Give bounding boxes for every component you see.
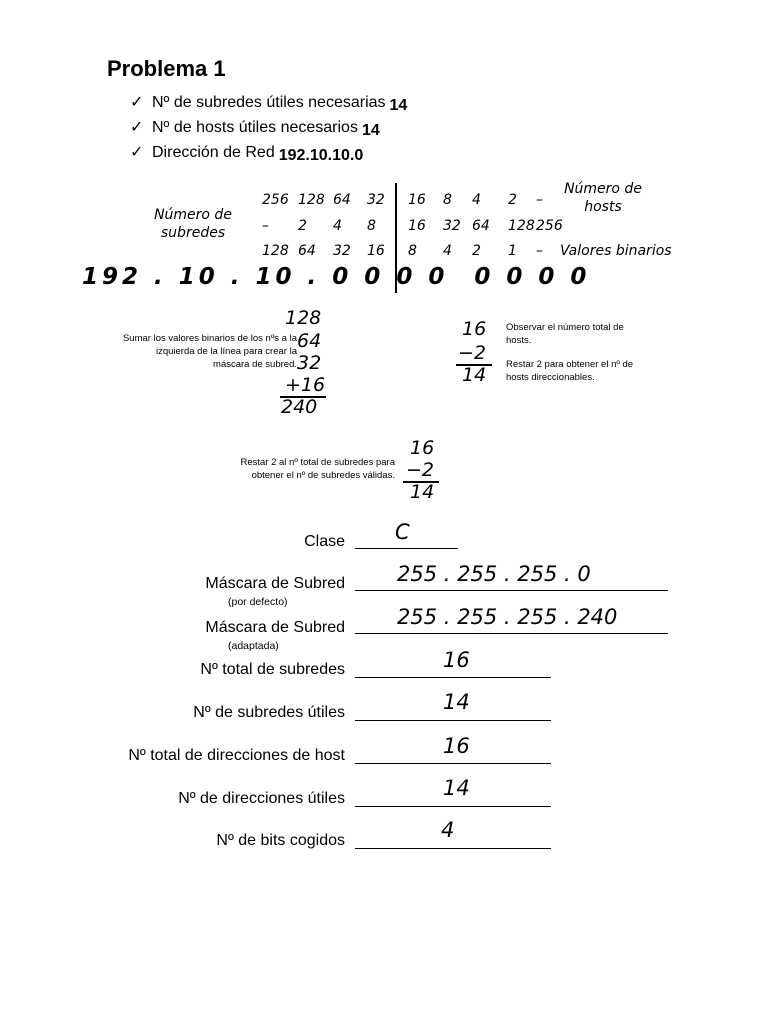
table-cell: 32 — [443, 218, 461, 234]
checklist-label: Dirección de Red — [152, 144, 275, 161]
table-cell: 2 — [298, 218, 307, 234]
table-cell: 16 — [408, 218, 426, 234]
table-cell: 4 — [472, 192, 481, 208]
field-value-adapted-mask: 255 . 255 . 255 . 240 — [397, 605, 618, 629]
table-cell: 64 — [298, 243, 316, 259]
field-label-adapted-mask: Máscara de Subred — [205, 619, 345, 636]
table-cell: – — [536, 243, 543, 259]
table-cell: 32 — [367, 192, 385, 208]
mask-calc-value: 32 — [297, 352, 322, 374]
field-value-useful-hosts: 14 — [443, 776, 470, 800]
field-line — [355, 720, 551, 721]
field-line — [355, 677, 551, 678]
label-subnets: Número de subredes — [154, 207, 232, 241]
table-cell: 128 — [262, 243, 289, 259]
table-cell: 2 — [508, 192, 517, 208]
table-cell: 8 — [443, 192, 452, 208]
field-label-useful-hosts: Nº de direcciones útiles — [178, 790, 345, 807]
mask-calc-value: 64 — [297, 330, 322, 352]
mask-calc-total: 240 — [281, 396, 318, 418]
field-value-useful-subnets: 14 — [443, 690, 470, 714]
subnets-calc-note: Restar 2 al nº total de subredes para obtener el nº de subredes válidas. — [240, 457, 395, 481]
table-cell: 128 — [508, 218, 535, 234]
field-line — [355, 590, 668, 591]
table-cell: 8 — [367, 218, 376, 234]
hosts-calc-result: 14 — [462, 364, 487, 386]
table-cell: 4 — [443, 243, 452, 259]
table-cell: 256 — [262, 192, 289, 208]
check-icon: ✓ — [130, 144, 144, 161]
table-cell: – — [536, 192, 543, 208]
ip-binary-line — [82, 264, 590, 290]
bits-right: 0 0 0 0 — [474, 264, 591, 290]
subnets-calc-result: 14 — [410, 481, 435, 503]
checklist-value: 14 — [361, 122, 380, 139]
field-value-default-mask: 255 . 255 . 255 . 0 — [397, 562, 591, 586]
field-line — [355, 806, 551, 807]
checklist-value: 192.10.10.0 — [278, 147, 364, 164]
table-cell: 4 — [333, 218, 342, 234]
bits-left: 0 0 0 0 — [332, 264, 449, 290]
checklist-item-network — [130, 142, 363, 162]
hosts-calc-value: −2 — [458, 342, 487, 364]
table-cell: 32 — [333, 243, 351, 259]
field-label-class: Clase — [304, 533, 345, 550]
table-cell: 1 — [508, 243, 517, 259]
checklist-label: Nº de subredes útiles necesarias — [152, 94, 386, 111]
hosts-calc-note-2: Restar 2 para obtener el nº de hosts direccionables. — [506, 359, 634, 383]
field-label-default-mask: Máscara de Subred — [205, 575, 345, 592]
table-cell: 64 — [472, 218, 490, 234]
mask-calc-value: 128 — [285, 307, 322, 329]
field-line — [355, 548, 458, 549]
field-label-total-subnets: Nº total de subredes — [200, 661, 345, 678]
label-hosts: Número de hosts — [564, 181, 642, 215]
field-label-useful-subnets: Nº de subredes útiles — [193, 704, 345, 721]
ip-prefix: 192 . 10 . 10 . — [82, 264, 321, 290]
table-cell: 128 — [298, 192, 325, 208]
check-icon: ✓ — [130, 119, 144, 136]
table-cell: – — [262, 218, 269, 234]
subnets-calc-value: −2 — [406, 459, 435, 481]
subnets-calc-value: 16 — [410, 437, 435, 459]
hosts-calc-note-1: Observar el número total de hosts. — [506, 322, 624, 346]
field-value-total-hosts: 16 — [443, 734, 470, 758]
label-binary-values: Valores binarios — [560, 243, 672, 259]
field-label-total-hosts: Nº total de direcciones de host — [128, 747, 345, 764]
table-cell: 256 — [536, 218, 563, 234]
table-cell: 16 — [408, 192, 426, 208]
field-value-total-subnets: 16 — [443, 648, 470, 672]
field-sub-default-mask: (por defecto) — [228, 596, 288, 608]
field-line — [355, 848, 551, 849]
table-cell: 8 — [408, 243, 417, 259]
field-line — [355, 763, 551, 764]
field-line — [355, 633, 668, 634]
checklist-value: 14 — [389, 97, 408, 114]
field-sub-adapted-mask: (adaptada) — [228, 640, 279, 652]
field-label-bits: Nº de bits cogidos — [216, 832, 345, 849]
table-cell: 2 — [472, 243, 481, 259]
field-value-bits: 4 — [441, 818, 455, 842]
hosts-calc-value: 16 — [462, 318, 487, 340]
check-icon: ✓ — [130, 94, 144, 111]
field-value-class: C — [395, 520, 410, 544]
checklist-label: Nº de hosts útiles necesarios — [152, 119, 358, 136]
table-cell: 64 — [333, 192, 351, 208]
checklist-item-subnets — [130, 92, 407, 112]
mask-calc-note: Sumar los valores binarios de los nºs a la izquierda de la línea para crear la máscara de subred. — [122, 333, 297, 370]
table-cell: 16 — [367, 243, 385, 259]
page-title: Problema 1 — [107, 56, 226, 81]
checklist-item-hosts — [130, 117, 380, 137]
mask-calc-value: +16 — [285, 374, 326, 396]
